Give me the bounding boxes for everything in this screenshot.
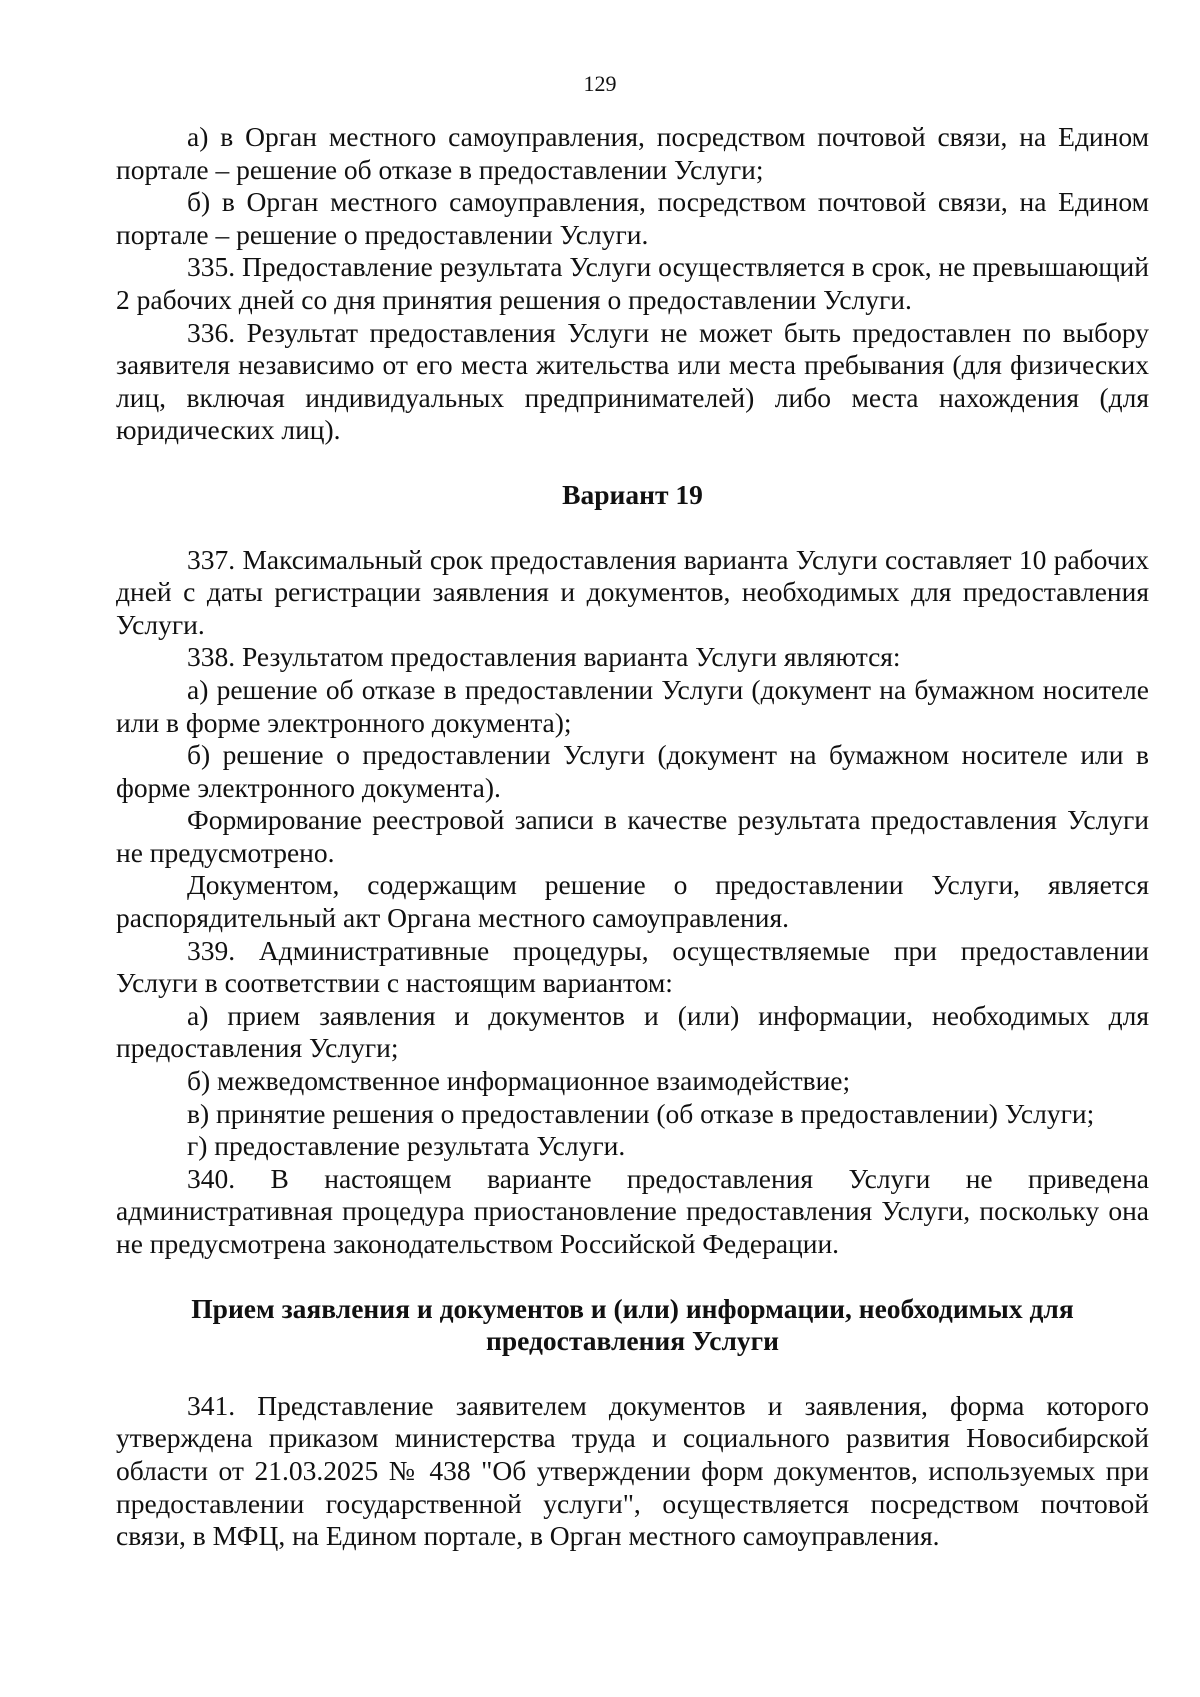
heading-application-intake-line2: предоставления Услуги: [486, 1325, 779, 1357]
document-body: [116, 121, 1149, 1553]
paragraph-338: 338. Результатом предоставления варианта Услуги являются:: [187, 641, 901, 673]
paragraph-339-v: в) принятие решения о предоставлении (об отказе в предоставлении) Услуги;: [187, 1097, 1095, 1129]
paragraph-340: 340. В настоящем варианте предоставления Услуги не приведена административная процедура приостановление предоставления Услуги, поскольку она не предусмотрена законодательством Российской Федерации.: [116, 1162, 1149, 1259]
paragraph-registry-record: Формирование реестровой записи в качестве результата предоставления Услуги не предусмотрено.: [116, 804, 1149, 868]
paragraph-335: 335. Предоставление результата Услуги осуществляется в срок, не превышающий 2 рабочих дней со дня принятия решения о предоставлении Услуги.: [116, 251, 1149, 315]
paragraph-338-a: а) решение об отказе в предоставлении Услуги (документ на бумажном носителе или в форме электронного документа);: [116, 673, 1149, 738]
paragraph-341: 341. Представление заявителем документов и заявления, форма которого утверждена приказом министерства труда и социального развития Новосибирской области от 21.03.2025 № 438 "Об утверждении форм документов, используемых при предоставлении государственной услуги", осуществляется посредством почтовой связи, в МФЦ, на Едином портале, в Орган местного самоуправления.: [116, 1389, 1149, 1552]
heading-application-intake: [116, 1293, 1149, 1358]
heading-variant-19: Вариант 19: [562, 478, 703, 510]
paragraph-339-b: б) межведомственное информационное взаимодействие;: [187, 1065, 851, 1097]
paragraph-item-b-grant: б) в Орган местного самоуправления, посредством почтовой связи, на Едином портале – решение о предоставлении Услуги.: [116, 186, 1149, 250]
paragraph-338-b: б) решение о предоставлении Услуги (документ на бумажном носителе или в форме электронного документа).: [116, 739, 1149, 803]
paragraph-339: 339. Административные процедуры, осуществляемые при предоставлении Услуги в соответствии с настоящим вариантом:: [116, 934, 1149, 999]
paragraph-336: 336. Результат предоставления Услуги не может быть предоставлен по выбору заявителя независимо от его места жительства или места пребывания (для физических лиц, включая индивидуальных предпринимателей) либо места нахождения (для юридических лиц).: [116, 316, 1149, 446]
paragraph-339-a: а) прием заявления и документов и (или) информации, необходимых для предоставления Услуги;: [116, 999, 1149, 1064]
heading-application-intake-line1: Прием заявления и документов и (или) информации, необходимых для: [191, 1292, 1074, 1324]
paragraph-337: 337. Максимальный срок предоставления варианта Услуги составляет 10 рабочих дней с даты регистрации заявления и документов, необходимых для предоставления Услуги.: [116, 543, 1149, 640]
page-number: 129: [583, 71, 617, 96]
paragraph-decision-document: Документом, содержащим решение о предоставлении Услуги, является распорядительный акт Органа местного самоуправления.: [116, 869, 1149, 934]
paragraph-339-g: г) предоставление результата Услуги.: [187, 1130, 626, 1162]
paragraph-item-a-refusal: а) в Орган местного самоуправления, посредством почтовой связи, на Едином портале – решение об отказе в предоставлении Услуги;: [116, 121, 1149, 185]
